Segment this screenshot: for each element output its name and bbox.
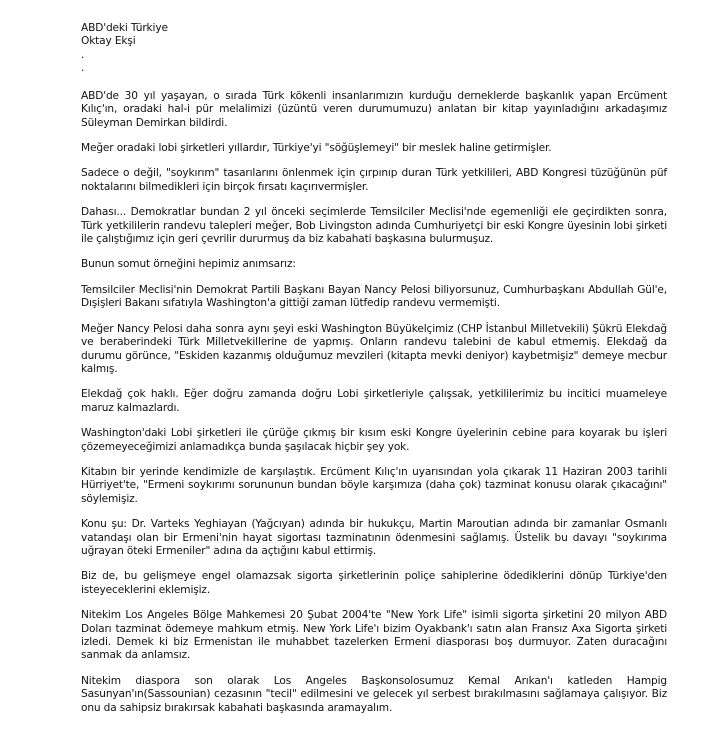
article — [81, 22, 667, 727]
author-name: Oktay Ekşi — [81, 35, 136, 48]
paragraph: Biz de, bu gelişmeye engel olamazsak sigorta şirketlerinin poliçe sahiplerine ödediklerini dönüp Türkiye'den isteyeceklerini eklemişiz. — [81, 570, 667, 596]
article-title: ABD'deki Türkiye — [81, 22, 168, 34]
paragraph: Nitekim Los Angeles Bölge Mahkemesi 20 Şubat 2004'te "New York Life" isimli sigorta şirketini 20 milyon ABD Doları tazminat ödemeye mahkum etmiş. New York Life'ı bizim Oyakbank'ı satın alan Fransız Axa Sigorta şirketi izledi. Demek ki biz Ermenistan ile muhabbet tazelerken Ermeni diasporası boş durmuyor. Zaten duracağını sanmak da anlamsız. — [81, 609, 667, 662]
paragraph: Nitekim diaspora son olarak Los Angeles Başkonsolosumuz Kemal Arıkan'ı katleden Hampig Sasunyan'ın(Sassounian) cezasının "tecil" edilmesini ve gelecek yıl serbest bırakılmasını sağlamaya çalışıyor. Biz onu da sahipsiz bırakırsak kabahati başkasında aramayalım. — [81, 674, 667, 714]
paragraph: Elekdağ çok haklı. Eğer doğru zamanda doğru Lobi şirketleriyle çalışsak, yetkililerimiz bu incitici muameleye maruz kalmazlardı. — [81, 388, 667, 414]
paragraph: Bunun somut örneğini hepimiz anımsarız: — [81, 258, 296, 271]
paragraph: Washington'daki Lobi şirketleri ile çürüğe çıkmış bir kısım eski Kongre üyelerinin cebine para koyarak bu işleri çözemeyeceğimizi anlamadıkça bunda şaşılacak hiçbir şey yok. — [81, 427, 667, 453]
paragraph: ABD'de 30 yıl yaşayan, o sırada Türk kökenli insanlarımızın kurduğu derneklerde başkanlık yapan Ercüment Kılıç'ın, oradaki hal-i pür melalimizi (üzüntü veren durumumuzu) anlatan bir kitap yayınladığını arkadaşımız Süleyman Demirkan bildirdi. — [81, 89, 667, 129]
separator-dot: . — [81, 48, 85, 61]
paragraph: Meğer Nancy Pelosi daha sonra aynı şeyi eski Washington Büyükelçimiz (CHP İstanbul Milletvekili) Şükrü Elekdağ ve beraberindeki Türk Milletvekillerine de yapmış. Onların randevu talebini de kabul etmemiş. Elekdağ da durumu görünce, "Eskiden kazanmış olduğumuz mevzileri (kitapta mevki deniyor) kaybetmişiz" demeye mecbur kalmış. — [81, 322, 667, 375]
article-body — [81, 90, 667, 715]
paragraph: Kitabın bir yerinde kendimizle de karşılaştık. Ercüment Kılıç'ın uyarısından yola çıkarak 11 Haziran 2003 tarihli Hürriyet'te, "Ermeni soykırımı sorununun bundan böyle karşımıza (daha çok) tazminat konusu olarak çıkacağını" söylemişiz. — [81, 465, 667, 505]
paragraph: Temsilciler Meclisi'nin Demokrat Partili Başkanı Bayan Nancy Pelosi biliyorsunuz, Cumhurbaşkanı Abdullah Gül'e, Dışişleri Bakanı sıfatıyla Washington'a gittiği zaman lütfedip randevu vermemişti. — [81, 283, 667, 310]
paragraph: Meğer oradaki lobi şirketleri yıllardır, Türkiye'yi "söğüşlemeyi" bir meslek haline getirmişler. — [81, 142, 552, 155]
separator-dot: . — [81, 61, 85, 74]
paragraph: Konu şu: Dr. Varteks Yeghiayan (Yağcıyan) adında bir hukukçu, Martin Maroutian adında bir zamanlar Osmanlı vatandaşı olan bir Ermeni'nin hayat sigortası tazminatının ödenmesini sağlamış. Üstelik bu davayı "soykırıma uğrayan öteki Ermeniler" adına da açtığını kabul ettirmiş. — [81, 518, 667, 557]
paragraph: Sadece o değil, "soykırım" tasarılarını önlenmek için çırpınıp duran Türk yetkilileri, ABD Kongresi tüzüğünün püf noktalarını bilmedikleri için birçok fırsatı kaçırıvermişler. — [81, 167, 667, 193]
paragraph: Dahası... Demokratlar bundan 2 yıl önceki seçimlerde Temsilciler Meclisi'nde egemenliği ele geçirdikten sonra, Türk yetkililerin randevu talepleri meğer, Bob Livingston adında Cumhuriyetçi bir eski Kongre üyesinin lobi şirketi ile çalıştığımız için geri çevrilir dururmuş da biz kabahati başkasına bulurmuşuz. — [81, 206, 667, 246]
